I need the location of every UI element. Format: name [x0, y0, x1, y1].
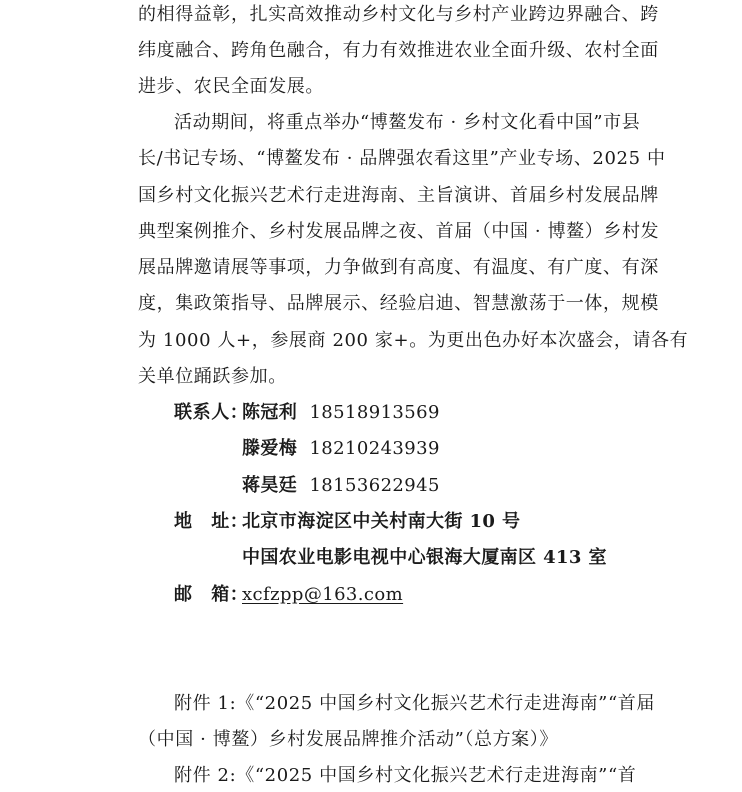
para2-line-6: 度，集政策指导、品牌展示、经验启迪、智慧激荡于一体，规模 — [138, 293, 659, 314]
contact-label: 联系人： — [174, 402, 249, 423]
address-line-2: 中国农业电影电视中心银海大厦南区 413 室 — [242, 547, 607, 568]
email-row — [242, 584, 403, 606]
address-line-1: 北京市海淀区中关村南大街 10 号 — [242, 511, 521, 532]
email-link[interactable]: xcfzpp@163.com — [242, 584, 404, 605]
para2-line-3: 国乡村文化振兴艺术行走进海南、主旨演讲、首届乡村发展品牌 — [138, 185, 659, 206]
para2-line-2: 长/书记专场、“博鳌发布 · 品牌强农看这里”产业专场、2025 中 — [138, 148, 666, 169]
contact-name: 滕爱梅 — [242, 438, 298, 459]
email-label: 邮 箱： — [174, 584, 249, 605]
para2-line-4: 典型案例推介、乡村发展品牌之夜、首届（中国 · 博鳌）乡村发 — [138, 221, 660, 242]
contact-name: 蒋昊廷 — [242, 475, 298, 496]
attachment-1-line-1: 附件 1:《“2025 中国乡村文化振兴艺术行走进海南”“首届 — [174, 693, 655, 714]
attachment-1-line-2: （中国 · 博鳌）乡村发展品牌推介活动”（总方案）》 — [138, 729, 558, 750]
contact-name: 陈冠利 — [242, 402, 298, 423]
body-line-3: 进步、农民全面发展。 — [138, 76, 324, 97]
contact-row-2 — [242, 438, 440, 460]
contact-phone: 18210243939 — [309, 438, 440, 459]
attachment-2-line-1: 附件 2:《“2025 中国乡村文化振兴艺术行走进海南”“首 — [174, 765, 637, 786]
contact-row-1 — [242, 402, 440, 424]
para2-line-1: 活动期间，将重点举办“博鳌发布 · 乡村文化看中国”市县 — [174, 112, 641, 133]
contact-phone: 18518913569 — [309, 402, 440, 423]
body-line-2: 纬度融合、跨角色融合，有力有效推进农业全面升级、农村全面 — [138, 40, 659, 61]
para2-line-7: 为 1000 人+，参展商 200 家+。为更出色办好本次盛会，请各有 — [138, 330, 689, 351]
para2-line-5: 展品牌邀请展等事项，力争做到有高度、有温度、有广度、有深 — [138, 257, 659, 278]
para2-line-8: 关单位踊跃参加。 — [138, 366, 287, 387]
body-line-1: 的相得益彰，扎实高效推动乡村文化与乡村产业跨边界融合、跨 — [138, 4, 659, 25]
contact-phone: 18153622945 — [309, 475, 440, 496]
address-label: 地 址： — [174, 511, 249, 532]
contact-row-3 — [242, 475, 440, 497]
